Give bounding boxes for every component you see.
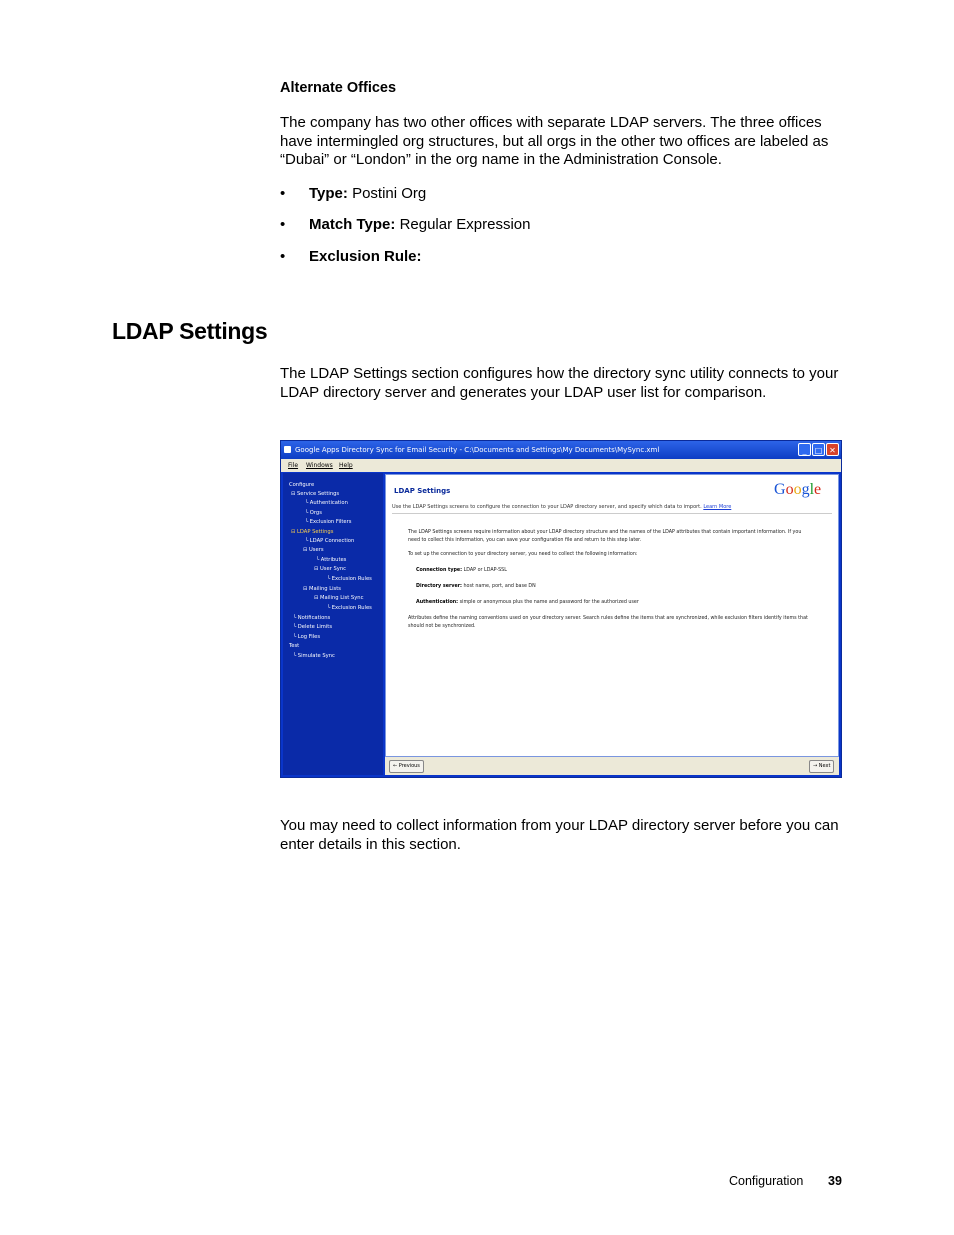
content-panel <box>385 474 839 757</box>
app-screenshot <box>280 440 842 778</box>
next-label: Next <box>818 763 831 769</box>
info-item-connection-type: Connection type: LDAP or LDAP-SSL <box>416 568 507 573</box>
tree-label: Simulate Sync <box>297 653 335 659</box>
bullet-value: Postini Org <box>347 185 427 202</box>
title-bar <box>281 441 841 459</box>
tree-item-ldap-settings[interactable]: ⊟ LDAP Settings <box>291 529 334 535</box>
body-paragraph-2: To set up the connection to your directory server, you need to collect the following information: <box>408 552 638 557</box>
tree-label: Log Files <box>297 634 321 640</box>
footer-label: Configuration <box>729 1174 804 1188</box>
tree-item-users[interactable]: ⊟ Users <box>303 547 324 553</box>
ldap-intro: The LDAP Settings section configures how the directory sync utility connects to your LDAP directory server and generates your LDAP user list for comparison. <box>280 365 839 401</box>
section-heading: Alternate Offices <box>280 80 397 96</box>
tree-label: Notifications <box>297 615 331 621</box>
tree-item-mailing-lists[interactable]: ⊟ Mailing Lists <box>303 586 341 592</box>
tree-label: Delete Limits <box>297 624 333 630</box>
body-paragraph-3: Attributes define the naming conventions used on your directory server. Search rules define the items that are synchronized, while exclusion filters identify items that should not be synchronized. <box>408 616 808 629</box>
tree-label: LDAP Connection <box>309 538 355 544</box>
tree-label: Attributes <box>320 557 347 563</box>
previous-label: Previous <box>398 763 420 769</box>
tree-item-log-files[interactable]: └ Log Files <box>293 634 321 640</box>
bullet-label: Match Type: <box>309 216 396 233</box>
tree-item-configure[interactable]: Configure <box>289 482 315 488</box>
tree-label: LDAP Settings <box>297 529 334 535</box>
info-item-directory-server: Directory server: host name, port, and base DN <box>416 584 536 589</box>
menu-help[interactable]: Help <box>339 462 353 469</box>
tree-label: Users <box>309 547 324 553</box>
button-bar <box>385 757 839 775</box>
bullet-value: Regular Expression <box>395 216 531 233</box>
info-item-authentication: Authentication: simple or anonymous plus the name and password for the authorized user <box>416 600 639 605</box>
tree-label: Orgs <box>309 510 322 516</box>
section-paragraph: The company has two other offices with separate LDAP servers. The three offices have intermingled org structures, but all orgs in the other two offices are labeled as “Dubai” or “London” in the org name in the Administration Console. <box>280 114 829 168</box>
tree-item-attributes[interactable]: └ Attributes <box>316 557 347 563</box>
tree-item-service-settings[interactable]: ⊟ Service Settings <box>291 491 340 497</box>
tree-item-delete-limits[interactable]: └ Delete Limits <box>293 624 333 630</box>
tree-label: Mailing List Sync <box>320 595 364 601</box>
page-number: 39 <box>828 1174 842 1188</box>
tree-label: Authentication <box>309 500 348 506</box>
menu-windows[interactable]: Windows <box>306 462 333 469</box>
tree-item-simulate-sync[interactable]: └ Simulate Sync <box>293 653 335 659</box>
learn-more-link[interactable]: Learn More <box>703 504 732 510</box>
bullet-label: Exclusion Rule: <box>309 248 422 265</box>
tree-item-mailing-list-sync[interactable]: ⊟ Mailing List Sync <box>314 595 364 601</box>
tree-item-ldap-connection[interactable]: └ LDAP Connection <box>305 538 355 544</box>
panel-title: LDAP Settings <box>394 487 451 495</box>
tree-label: Exclusion Rules <box>331 605 372 611</box>
menu-bar <box>281 459 841 472</box>
tree-label: Service Settings <box>297 491 340 497</box>
window-title: Google Apps Directory Sync for Email Security - C:\Documents and Settings\My Documents\MySync.xml <box>295 446 660 454</box>
tree-item-exclusion-filters[interactable]: └ Exclusion Filters <box>305 519 352 525</box>
maximize-icon[interactable]: □ <box>812 443 825 456</box>
tree-label: Mailing Lists <box>309 586 341 592</box>
tree-item-orgs[interactable]: └ Orgs <box>305 510 322 516</box>
ldap-heading: LDAP Settings <box>112 318 268 344</box>
previous-button[interactable]: ← Previous <box>389 760 424 773</box>
tree-item-authentication[interactable]: └ Authentication <box>305 500 348 506</box>
tree-label: User Sync <box>320 566 346 572</box>
divider <box>392 513 832 514</box>
tree-item-user-sync[interactable]: ⊟ User Sync <box>314 566 346 572</box>
app-icon <box>284 446 291 453</box>
minimize-icon[interactable]: _ <box>798 443 811 456</box>
tree-item-test[interactable]: Test <box>289 643 300 649</box>
navigation-tree <box>283 473 383 775</box>
google-logo: Google <box>774 481 822 498</box>
bullet-label: Type: <box>309 185 348 202</box>
tree-item-exclusion-rules[interactable]: └ Exclusion Rules <box>327 576 372 582</box>
tree-item-exclusion-rules-2[interactable]: └ Exclusion Rules <box>327 605 372 611</box>
tree-label: Exclusion Rules <box>331 576 372 582</box>
tree-item-notifications[interactable]: └ Notifications <box>293 615 331 621</box>
body-paragraph-1: The LDAP Settings screens require information about your LDAP directory structure and the names of the LDAP attributes that contain important information. If you need to collect this information, you can save your configuration file and return to this step later. <box>408 530 802 543</box>
close-icon[interactable]: ✕ <box>826 443 839 456</box>
ldap-outro: You may need to collect information from your LDAP directory server before you can enter details in this section. <box>280 817 839 853</box>
tree-label: Exclusion Filters <box>309 519 352 525</box>
menu-file[interactable]: File <box>288 462 299 469</box>
panel-description: Use the LDAP Settings screens to configure the connection to your LDAP directory server, and specify which data to import. Learn More <box>392 504 732 510</box>
next-button[interactable]: → Next <box>809 760 834 773</box>
